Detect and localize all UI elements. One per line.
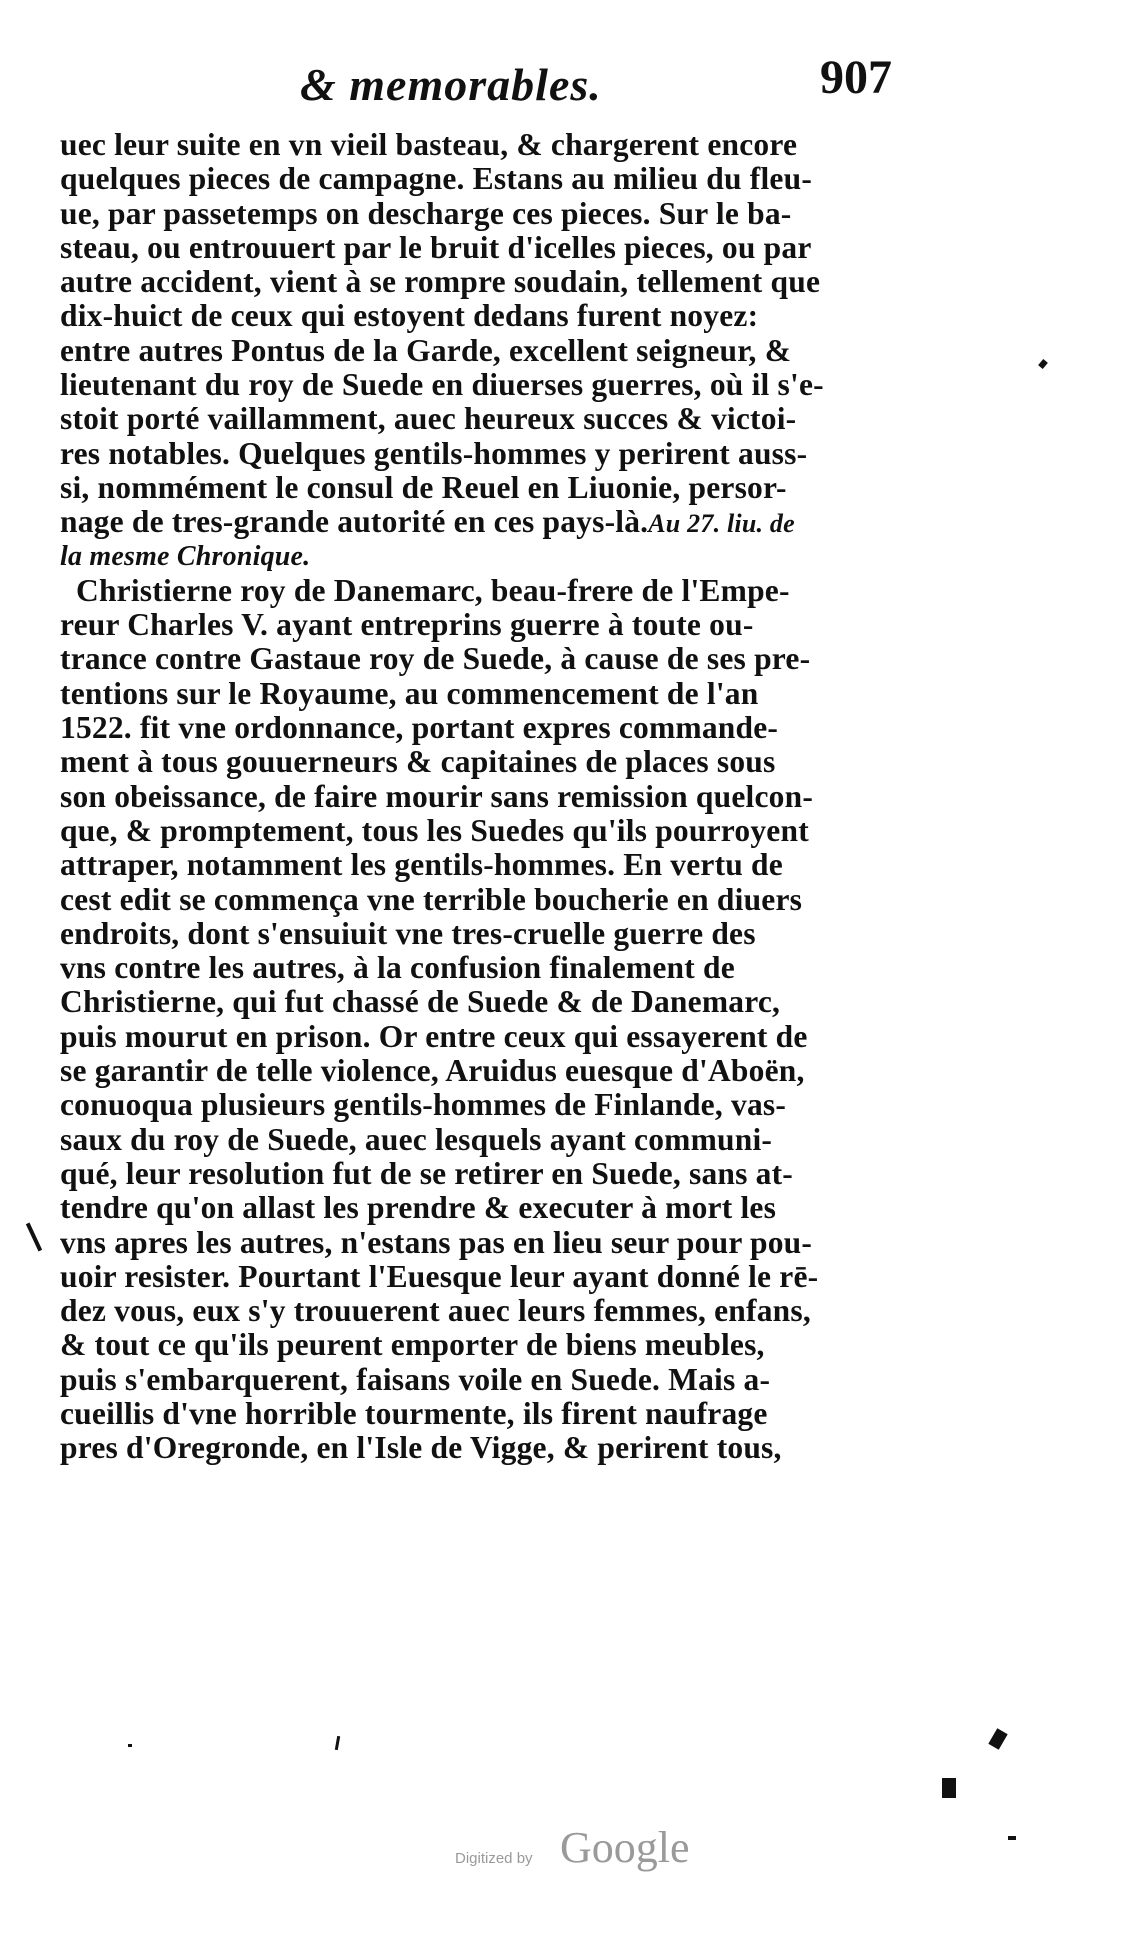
scan-speck xyxy=(128,1744,132,1747)
text-line: qué, leur resolution fut de se retirer en Suede, sans at- xyxy=(60,1155,793,1191)
text-line: trance contre Gastaue roy de Suede, à cause de ses pre- xyxy=(60,641,811,677)
body-text xyxy=(60,128,960,1466)
text-line: lieutenant du roy de Suede en diuerses guerres, où il s'e- xyxy=(60,367,824,403)
text-line: vns contre les autres, à la confusion finalement de xyxy=(60,950,735,986)
text-line: stoit porté vaillamment, auec heureux succes & victoi- xyxy=(60,401,797,437)
text-line: ment à tous gouuerneurs & capitaines de places sous xyxy=(60,744,776,780)
text-line: uec leur suite en vn vieil basteau, & chargerent encore xyxy=(60,127,798,162)
text-line: saux du roy de Suede, auec lesquels ayant communi- xyxy=(60,1121,773,1157)
text-line: nage de tres-grande autorité en ces pays-là. xyxy=(60,504,649,540)
text-line: quelques pieces de campagne. Estans au milieu du fleu- xyxy=(60,161,813,197)
text-line: conuoqua plusieurs gentils-hommes de Finlande, vas- xyxy=(60,1087,787,1123)
text-line: tendre qu'on allast les prendre & executer à mort les xyxy=(60,1190,777,1226)
text-line: dez vous, eux s'y trouuerent auec leurs femmes, enfans, xyxy=(60,1293,811,1329)
running-title: & memorables. xyxy=(300,59,602,110)
text-line: res notables. Quelques gentils-hommes y perirent auss- xyxy=(60,435,808,471)
watermark-small-text: Digitized by xyxy=(455,1850,533,1867)
text-line: se garantir de telle violence, Aruidus euesque d'Aboën, xyxy=(60,1053,805,1089)
text-line: autre accident, vient à se rompre soudain, tellement que xyxy=(60,264,821,300)
text-line: puis mourut en prison. Or entre ceux qui essayerent de xyxy=(60,1018,808,1054)
citation-line: la mesme Chronique. xyxy=(60,540,311,572)
citation-inline: Au 27. liu. de xyxy=(648,509,795,539)
paragraph-first-line: Christierne roy de Danemarc, beau-frere de l'Empe- xyxy=(76,572,790,608)
scan-speck xyxy=(1038,359,1048,369)
scan-speck xyxy=(988,1728,1007,1750)
page-header xyxy=(0,50,1140,120)
text-line: & tout ce qu'ils peurent emporter de biens meubles, xyxy=(60,1327,765,1363)
text-line: steau, ou entrouuert par le bruit d'icelles pieces, ou par xyxy=(60,229,812,265)
text-line: cest edit se commença vne terrible boucherie en diuers xyxy=(60,881,803,917)
text-line: attraper, notamment les gentils-hommes. En vertu de xyxy=(60,847,783,883)
scan-speck xyxy=(335,1736,340,1750)
text-line: que, & promptement, tous les Suedes qu'ils pourroyent xyxy=(60,812,809,848)
scan-speck xyxy=(26,1223,42,1252)
digitized-watermark xyxy=(455,1822,715,1882)
text-line: vns apres les autres, n'estans pas en lieu seur pour pou- xyxy=(60,1224,813,1260)
text-line: Christierne, qui fut chassé de Suede & de Danemarc, xyxy=(60,984,781,1020)
page-number: 907 xyxy=(820,51,892,104)
text-line: si, nommément le consul de Reuel en Liuonie, persor- xyxy=(60,469,787,505)
text-line: endroits, dont s'ensuiuit vne tres-cruelle guerre des xyxy=(60,915,756,951)
text-line: reur Charles V. ayant entreprins guerre à toute ou- xyxy=(60,607,754,643)
text-line: son obeissance, de faire mourir sans remission quelcon- xyxy=(60,778,814,814)
text-line: tentions sur le Royaume, au commencement de l'an xyxy=(60,675,759,711)
text-line: ue, par passetemps on descharge ces pieces. Sur le ba- xyxy=(60,195,792,231)
text-line: 1522. fit vne ordonnance, portant expres commande- xyxy=(60,710,779,746)
text-line-with-citation xyxy=(60,505,960,539)
scan-speck xyxy=(1008,1836,1016,1840)
text-line: entre autres Pontus de la Garde, excellent seigneur, & xyxy=(60,332,792,368)
watermark-logo-text: Google xyxy=(560,1823,690,1872)
text-line: pres d'Oregronde, en l'Isle de Vigge, & perirent tous, xyxy=(60,1430,782,1466)
text-line: puis s'embarquerent, faisans voile en Suede. Mais a- xyxy=(60,1361,771,1397)
scan-speck xyxy=(942,1778,956,1798)
text-line: uoir resister. Pourtant l'Euesque leur ayant donné le rē- xyxy=(60,1258,819,1294)
text-line: cueillis d'vne horrible tourmente, ils firent naufrage xyxy=(60,1395,768,1431)
text-line: dix-huict de ceux qui estoyent dedans furent noyez: xyxy=(60,298,759,334)
